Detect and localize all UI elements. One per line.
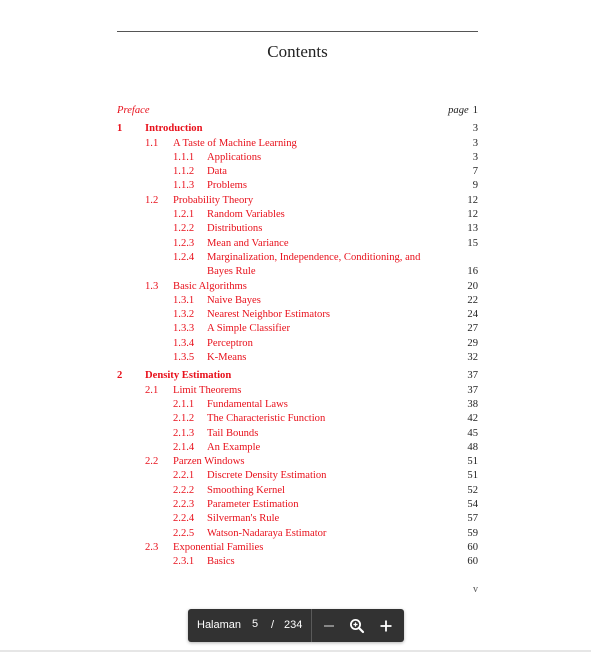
toc-entry-number[interactable]: 1.1.3 bbox=[173, 180, 195, 192]
toc-entry-number[interactable]: 1.3 bbox=[145, 280, 159, 292]
toc-entry-number[interactable]: 1 bbox=[117, 123, 123, 135]
toc-chapter[interactable] bbox=[117, 122, 478, 136]
toc-entry-title[interactable]: Parzen Windows bbox=[173, 456, 245, 468]
toc-section[interactable] bbox=[117, 541, 478, 555]
toc-section[interactable] bbox=[117, 455, 478, 469]
page-title: Contents bbox=[267, 42, 328, 61]
toc-entry-number[interactable]: 2.3 bbox=[145, 541, 159, 553]
toc-entry-title[interactable]: A Simple Classifier bbox=[207, 323, 290, 335]
toc-subsection[interactable] bbox=[117, 469, 478, 483]
toc-entry-title[interactable]: Bayes Rule bbox=[207, 266, 256, 278]
toc-subsection[interactable] bbox=[117, 222, 478, 236]
toc-entry-title[interactable]: Marginalization, Independence, Conditioning, and bbox=[207, 251, 421, 263]
page-separator: / bbox=[271, 619, 275, 631]
toc-entry-number[interactable]: 2.1.3 bbox=[173, 427, 195, 439]
toc-entry-page: 37 bbox=[467, 370, 478, 382]
toc-entry-number[interactable]: 1.2.1 bbox=[173, 209, 195, 221]
toc-chapter[interactable] bbox=[117, 369, 478, 383]
toc-entry-page: 3 bbox=[472, 123, 478, 135]
toc-entry-number[interactable]: 2.2.2 bbox=[173, 484, 195, 496]
top-rule bbox=[117, 31, 478, 32]
toc-entry-title[interactable]: Discrete Density Estimation bbox=[207, 470, 327, 482]
toc-subsection[interactable] bbox=[117, 398, 478, 412]
toc-entry-page: 54 bbox=[467, 499, 478, 511]
toc-entry-page: 60 bbox=[467, 556, 478, 568]
toc-entry-number[interactable]: 1.3.2 bbox=[173, 309, 195, 321]
toc-entry-number[interactable]: 1.3.5 bbox=[173, 352, 195, 364]
toc-subsection[interactable] bbox=[117, 179, 478, 193]
toc-entry-page: 12 bbox=[467, 209, 478, 221]
toc-entry-title[interactable]: Introduction bbox=[145, 123, 203, 135]
total-pages: 234 bbox=[284, 619, 303, 631]
toc-entry-page: 42 bbox=[467, 413, 478, 425]
toc-entry-title[interactable]: Nearest Neighbor Estimators bbox=[207, 309, 330, 321]
toc-entry-title[interactable]: Tail Bounds bbox=[207, 427, 259, 439]
toc-entry-number[interactable]: 2.3.1 bbox=[173, 556, 195, 568]
toc-entry-number[interactable]: 1.2.4 bbox=[173, 251, 195, 263]
toc-entry-page: 57 bbox=[467, 513, 478, 525]
toc-entry-page: 38 bbox=[467, 398, 478, 410]
toc-entry-title[interactable]: Basic Algorithms bbox=[173, 280, 247, 292]
toc-entry-number[interactable]: 1.1.2 bbox=[173, 166, 195, 178]
toc-entry-title[interactable]: Perceptron bbox=[207, 337, 253, 349]
toc-entry-page: 24 bbox=[467, 309, 478, 321]
toc-entry-number[interactable]: 2.2.1 bbox=[173, 470, 195, 482]
toc-entry-page: 32 bbox=[467, 352, 478, 364]
toc-subsection[interactable] bbox=[117, 322, 478, 336]
toc-entry-number[interactable]: 2.1.2 bbox=[173, 413, 195, 425]
toc-entry-page: 3 bbox=[472, 137, 478, 149]
toc-entry-number[interactable]: 2.2.5 bbox=[173, 527, 195, 539]
toc-entry-title[interactable]: Silverman's Rule bbox=[207, 513, 280, 525]
toc-entry-page: 48 bbox=[467, 441, 478, 453]
toc-entry-number[interactable]: 1.3.1 bbox=[173, 294, 195, 306]
toc-entry-title[interactable]: Data bbox=[207, 166, 227, 178]
toc-entry-title[interactable]: Exponential Families bbox=[173, 541, 264, 553]
toc-entry-title[interactable]: Smoothing Kernel bbox=[207, 484, 285, 496]
toc-subsection[interactable] bbox=[117, 237, 478, 251]
toc-entry-number[interactable]: 1.1 bbox=[145, 137, 159, 149]
toc-entry-title[interactable]: An Example bbox=[207, 441, 261, 453]
toc-subsection[interactable] bbox=[117, 265, 478, 279]
zoom-button[interactable] bbox=[346, 615, 368, 637]
toc-entry-page: 59 bbox=[467, 527, 478, 539]
toc-entry-title[interactable]: Basics bbox=[207, 556, 235, 568]
toc-entry-title[interactable]: Density Estimation bbox=[145, 370, 232, 382]
toc-section[interactable] bbox=[117, 384, 478, 398]
zoom-icon bbox=[346, 615, 368, 637]
toc-entry-number[interactable]: 2.2 bbox=[145, 456, 159, 468]
toc-entry-preface[interactable] bbox=[117, 104, 478, 118]
page-label: Halaman bbox=[197, 619, 242, 631]
toc-entry-page: 12 bbox=[467, 194, 478, 206]
toc-entry-title[interactable]: Problems bbox=[207, 180, 248, 192]
toc-entry-title[interactable]: Applications bbox=[207, 151, 262, 163]
toc-subsection[interactable] bbox=[117, 208, 478, 222]
toc-entry-title[interactable]: Probability Theory bbox=[173, 194, 254, 206]
toc-subsection[interactable] bbox=[117, 294, 478, 308]
toc-entry-page: 51 bbox=[467, 470, 478, 482]
page-number-roman: v bbox=[473, 584, 478, 595]
toc-entry-page: 15 bbox=[467, 237, 478, 249]
toc-subsection[interactable] bbox=[117, 337, 478, 351]
toc-entry-number[interactable]: 2.2.4 bbox=[173, 513, 195, 525]
toc-entry-title[interactable]: Preface bbox=[117, 105, 150, 116]
toc-subsection[interactable] bbox=[117, 308, 478, 322]
toc-entry-title[interactable]: The Characteristic Function bbox=[207, 413, 326, 425]
toc-subsection[interactable] bbox=[117, 555, 478, 569]
toc-entry-title[interactable]: Naive Bayes bbox=[207, 294, 261, 306]
toc-section[interactable] bbox=[117, 280, 478, 294]
toc-entry-number[interactable]: 2.2.3 bbox=[173, 499, 195, 511]
toc-entry-page: 52 bbox=[467, 484, 478, 496]
toc-entry-page: 13 bbox=[467, 223, 478, 235]
toc-entry-page: 29 bbox=[467, 337, 478, 349]
current-page-input[interactable]: 5 bbox=[251, 618, 259, 630]
toc-subsection[interactable] bbox=[117, 498, 478, 512]
toc-section[interactable] bbox=[117, 137, 478, 151]
zoom-out-button[interactable] bbox=[318, 615, 340, 637]
toc-entry-title[interactable]: Fundamental Laws bbox=[207, 398, 288, 410]
toc-entry-page: 16 bbox=[467, 266, 478, 278]
toc-entry-page: 20 bbox=[467, 280, 478, 292]
toc-entry-page: 27 bbox=[467, 323, 478, 335]
toc-entry-number[interactable]: 1.3.3 bbox=[173, 323, 195, 335]
toc-subsection[interactable] bbox=[117, 412, 478, 426]
toc-entry-page: 9 bbox=[472, 180, 478, 192]
toc-entry-number[interactable]: 2.1.4 bbox=[173, 441, 195, 453]
toc-entry-title[interactable]: A Taste of Machine Learning bbox=[173, 137, 297, 149]
toc-subsection[interactable] bbox=[117, 251, 478, 265]
toc-entry-page: 51 bbox=[467, 456, 478, 468]
toc-entry-number[interactable]: 2.1 bbox=[145, 384, 159, 396]
toc-entry-title[interactable]: Watson-Nadaraya Estimator bbox=[207, 527, 327, 539]
minus-icon bbox=[318, 615, 340, 637]
toc-subsection[interactable] bbox=[117, 165, 478, 179]
plus-icon bbox=[375, 615, 397, 637]
toc-entry-title[interactable]: Random Variables bbox=[207, 209, 285, 221]
toc-subsection[interactable] bbox=[117, 484, 478, 498]
toc-entry-page: 7 bbox=[472, 166, 478, 178]
toc-entry-page: 22 bbox=[467, 294, 478, 306]
toc-entry-title[interactable]: K-Means bbox=[207, 352, 247, 364]
pdf-toolbar bbox=[188, 609, 404, 642]
toc-entry-number[interactable]: 2.1.1 bbox=[173, 398, 195, 410]
toc-entry-title[interactable]: Limit Theorems bbox=[173, 384, 242, 396]
toc-entry-number[interactable]: 1.2 bbox=[145, 194, 159, 206]
toc-entry-number[interactable]: 1.1.1 bbox=[173, 151, 195, 163]
toc-subsection[interactable] bbox=[117, 527, 478, 541]
zoom-in-button[interactable] bbox=[375, 615, 397, 637]
toc-subsection[interactable] bbox=[117, 151, 478, 165]
toc-entry-title[interactable]: Distributions bbox=[207, 223, 263, 235]
toc-entry-number[interactable]: 2 bbox=[117, 370, 123, 382]
toc-section[interactable] bbox=[117, 194, 478, 208]
toc-entry-title[interactable]: Mean and Variance bbox=[207, 237, 289, 249]
toc-subsection[interactable] bbox=[117, 351, 478, 365]
toc-subsection[interactable] bbox=[117, 441, 478, 455]
toc-entry-number[interactable]: 1.2.2 bbox=[173, 223, 195, 235]
table-of-contents bbox=[117, 104, 478, 570]
toc-entry-page: 37 bbox=[467, 384, 478, 396]
toc-entry-title[interactable]: Parameter Estimation bbox=[207, 499, 299, 511]
toc-entry-number[interactable]: 1.2.3 bbox=[173, 237, 195, 249]
toc-subsection[interactable] bbox=[117, 427, 478, 441]
toc-entry-page: 45 bbox=[467, 427, 478, 439]
toc-entry-page: 3 bbox=[472, 151, 478, 163]
toolbar-divider bbox=[311, 609, 312, 642]
toc-entry-page: page 1 bbox=[448, 105, 478, 116]
toc-subsection[interactable] bbox=[117, 512, 478, 526]
toc-entry-page: 60 bbox=[467, 541, 478, 553]
toc-entry-number[interactable]: 1.3.4 bbox=[173, 337, 195, 349]
